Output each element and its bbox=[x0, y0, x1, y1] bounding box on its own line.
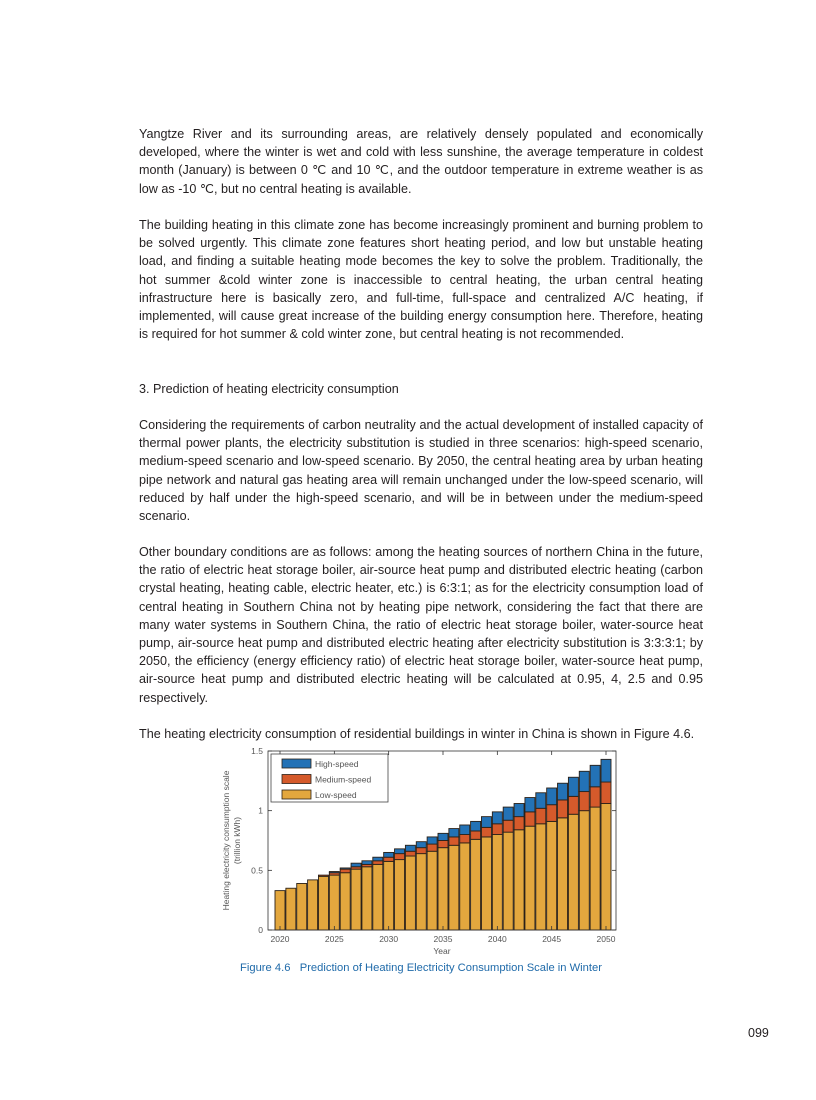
bar-segment-low bbox=[318, 876, 328, 930]
legend-label: Low-speed bbox=[315, 790, 357, 800]
bar-segment-high bbox=[460, 825, 470, 835]
bar-segment-high bbox=[340, 868, 350, 869]
bar-segment-low bbox=[416, 854, 426, 930]
bar-segment-high bbox=[568, 777, 578, 796]
bar-segment-low bbox=[525, 826, 535, 930]
bar-2030 bbox=[384, 852, 394, 930]
bar-segment-medium bbox=[579, 792, 589, 811]
page-number: 099 bbox=[748, 1026, 769, 1040]
bar-segment-low bbox=[373, 864, 383, 930]
bar-segment-medium bbox=[340, 869, 350, 873]
bar-2036 bbox=[449, 829, 459, 930]
bar-segment-low bbox=[568, 814, 578, 930]
bar-segment-medium bbox=[536, 808, 546, 824]
legend-label: Medium-speed bbox=[315, 774, 372, 785]
bar-segment-high bbox=[405, 845, 415, 851]
bar-segment-high bbox=[329, 872, 339, 873]
bar-segment-low bbox=[405, 856, 415, 930]
bar-segment-medium bbox=[427, 844, 437, 851]
bar-2049 bbox=[590, 765, 600, 930]
bar-segment-low bbox=[514, 830, 524, 930]
bar-segment-low bbox=[590, 807, 600, 930]
bar-2035 bbox=[438, 833, 448, 930]
bar-2039 bbox=[481, 817, 491, 930]
bar-segment-high bbox=[536, 793, 546, 809]
bar-2048 bbox=[579, 771, 589, 930]
bar-2022 bbox=[297, 883, 307, 930]
bar-2028 bbox=[362, 861, 372, 930]
bar-segment-low bbox=[362, 867, 372, 930]
bar-segment-low bbox=[340, 873, 350, 930]
bar-segment-medium bbox=[373, 861, 383, 865]
bar-segment-high bbox=[395, 849, 405, 854]
bar-segment-medium bbox=[503, 820, 513, 832]
bar-segment-low bbox=[547, 821, 557, 930]
bar-2031 bbox=[395, 849, 405, 930]
bar-segment-high bbox=[492, 812, 502, 824]
bar-segment-high bbox=[525, 798, 535, 812]
bar-segment-low bbox=[286, 888, 296, 930]
bar-2041 bbox=[503, 807, 513, 930]
chart-legend bbox=[271, 754, 388, 802]
bar-segment-low bbox=[579, 811, 589, 930]
x-axis-label: Year bbox=[433, 946, 451, 956]
bar-segment-medium bbox=[416, 848, 426, 854]
paragraph-2: The building heating in this climate zone has become increasingly prominent and burning problem to be solved urgently. This climate zone features short heating period, and low but unstable heating load, and finding a suitable heating mode becomes the key to solve the problem. Traditionally, the hot summer &cold winter zone is inaccessible to central heating, the urban central heating infrastructure here is basically zero, and full-time, full-space and centralized A/C heating, if implemented, will cause great increase of the building energy consumption here. Therefore, heating is required for hot summer & cold winter zone, but central heating is not recommended. bbox=[139, 218, 703, 342]
bar-segment-high bbox=[449, 829, 459, 837]
y-tick-label: 0 bbox=[258, 925, 263, 935]
bar-segment-low bbox=[329, 875, 339, 930]
bar-segment-low bbox=[395, 860, 405, 930]
legend-swatch-high-speed bbox=[282, 759, 311, 768]
bar-segment-high bbox=[601, 759, 611, 782]
bar-segment-low bbox=[438, 848, 448, 930]
bar-2037 bbox=[460, 825, 470, 930]
bar-segment-low bbox=[384, 861, 394, 930]
bar-segment-high bbox=[558, 783, 568, 800]
bar-2021 bbox=[286, 888, 296, 930]
bar-segment-medium bbox=[318, 875, 328, 876]
bar-segment-low bbox=[481, 837, 491, 930]
bar-2043 bbox=[525, 798, 535, 930]
bar-segment-low bbox=[449, 845, 459, 930]
bar-2050 bbox=[601, 759, 611, 930]
bar-segment-high bbox=[503, 807, 513, 820]
paragraph-3: Considering the requirements of carbon neutrality and the actual development of installed capacity of thermal power plants, the electricity substitution is studied in three scenarios: high-speed scenario, medium-speed scenario and low-speed scenario. By 2050, the central heating area by urban heating pipe network and natural gas heating area will remain unchanged under the low-speed scenario, will reduced by half under the high-speed scenario, and will be in between under the medium-speed scenario. bbox=[139, 418, 703, 524]
bar-segment-medium bbox=[492, 824, 502, 835]
bar-2023 bbox=[308, 880, 318, 930]
bar-2026 bbox=[340, 868, 350, 930]
bar-segment-high bbox=[427, 837, 437, 844]
bar-segment-medium bbox=[438, 841, 448, 848]
y-axis-unit: (trillion kWh) bbox=[232, 816, 242, 865]
bar-segment-low bbox=[297, 883, 307, 930]
bar-segment-medium bbox=[449, 837, 459, 845]
paragraph-4: Other boundary conditions are as follows: among the heating sources of northern China in the future, the ratio of electric heat storage boiler, air-source heat pump and distributed electric heating (carbon crystal heating, heating cable, electric heater, etc.) is 6:3:1; as for the electricity consumption load of central heating in Southern China not by heating pipe network, considering the fact that there are many water systems in Southern China, the ratio of electric heat storage boiler, water-source heat pump, air-source heat pump and distributed electric heating after electricity substitution is 3:3:3:1; by 2050, the efficiency (energy efficiency ratio) of electric heat storage boiler, water-source heat pump, air-source heat pump and distributed electric heating will be calculated at 0.95, 4, 2.5 and 0.95 respectively. bbox=[139, 545, 703, 705]
bar-segment-high bbox=[579, 771, 589, 791]
bar-segment-low bbox=[427, 851, 437, 930]
x-tick-label: 2050 bbox=[596, 934, 616, 944]
bar-2025 bbox=[329, 872, 339, 930]
bar-segment-low bbox=[471, 839, 481, 930]
bar-2038 bbox=[471, 821, 481, 930]
bar-segment-high bbox=[384, 852, 394, 857]
bar-2027 bbox=[351, 863, 361, 930]
bar-2034 bbox=[427, 837, 437, 930]
figure-caption: Figure 4.6 Prediction of Heating Electricity Consumption Scale in Winter bbox=[240, 962, 602, 974]
bar-2024 bbox=[318, 875, 328, 930]
bar-segment-low bbox=[460, 843, 470, 930]
x-tick-label: 2025 bbox=[324, 934, 344, 944]
bar-segment-medium bbox=[405, 851, 415, 856]
y-tick-label: 1 bbox=[258, 805, 263, 816]
bar-segment-high bbox=[471, 821, 481, 831]
bar-segment-low bbox=[536, 824, 546, 930]
bar-segment-medium bbox=[590, 787, 600, 807]
bar-segment-low bbox=[503, 832, 513, 930]
paragraph-5: The heating electricity consumption of residential buildings in winter in China is shown in Figure 4.6. bbox=[139, 727, 695, 741]
bar-segment-low bbox=[492, 835, 502, 930]
bar-2046 bbox=[558, 783, 568, 930]
bar-2032 bbox=[405, 845, 415, 930]
bar-2044 bbox=[536, 793, 546, 930]
bar-segment-high bbox=[373, 857, 383, 861]
bar-2020 bbox=[275, 891, 285, 930]
bar-segment-medium bbox=[384, 857, 394, 861]
bar-segment-high bbox=[514, 804, 524, 817]
bar-segment-medium bbox=[547, 805, 557, 822]
section-heading: 3. Prediction of heating electricity consumption bbox=[139, 382, 399, 396]
bar-segment-medium bbox=[460, 835, 470, 843]
x-tick-label: 2045 bbox=[542, 934, 562, 944]
x-tick-label: 2040 bbox=[487, 934, 507, 944]
bar-segment-medium bbox=[514, 817, 524, 830]
bar-segment-medium bbox=[481, 827, 491, 837]
x-tick-label: 2020 bbox=[270, 934, 290, 944]
bar-segment-high bbox=[590, 765, 600, 786]
y-tick-label: 1.5 bbox=[251, 746, 263, 756]
bar-segment-high bbox=[438, 833, 448, 840]
bar-segment-medium bbox=[558, 800, 568, 818]
bar-segment-medium bbox=[395, 854, 405, 860]
bar-2040 bbox=[492, 812, 502, 930]
bar-segment-high bbox=[481, 817, 491, 828]
bar-segment-low bbox=[351, 869, 361, 930]
bar-segment-low bbox=[601, 804, 611, 930]
bar-2029 bbox=[373, 857, 383, 930]
bar-segment-high bbox=[362, 861, 372, 865]
y-axis-label: Heating electricity consumption scale bbox=[221, 770, 231, 911]
bar-segment-low bbox=[558, 818, 568, 930]
bar-segment-medium bbox=[525, 812, 535, 826]
y-tick-label: 0.5 bbox=[251, 865, 263, 876]
paragraph-1: Yangtze River and its surrounding areas, are relatively densely populated and economically developed, where the winter is wet and cold with less sunshine, the average temperature in coldest month (January) is between 0 ℃ and 10 ℃, and the outdoor temperature in extreme weather is as low as -10 ℃, but no central heating is available. bbox=[139, 127, 703, 196]
bar-segment-medium bbox=[471, 831, 481, 839]
bar-segment-low bbox=[275, 891, 285, 930]
bar-segment-high bbox=[416, 842, 426, 848]
legend-swatch-low-speed bbox=[282, 790, 311, 799]
bar-segment-medium bbox=[601, 782, 611, 803]
x-tick-label: 2030 bbox=[379, 934, 399, 944]
legend-label: High-speed bbox=[315, 759, 359, 769]
bar-2045 bbox=[547, 788, 557, 930]
bar-segment-medium bbox=[568, 796, 578, 814]
bar-segment-high bbox=[547, 788, 557, 805]
legend-swatch-medium-speed bbox=[282, 775, 311, 784]
bar-2042 bbox=[514, 804, 524, 930]
bar-2033 bbox=[416, 842, 426, 930]
x-tick-label: 2035 bbox=[433, 934, 453, 944]
bar-segment-low bbox=[308, 880, 318, 930]
bar-segment-high bbox=[351, 863, 361, 867]
bar-2047 bbox=[568, 777, 578, 930]
